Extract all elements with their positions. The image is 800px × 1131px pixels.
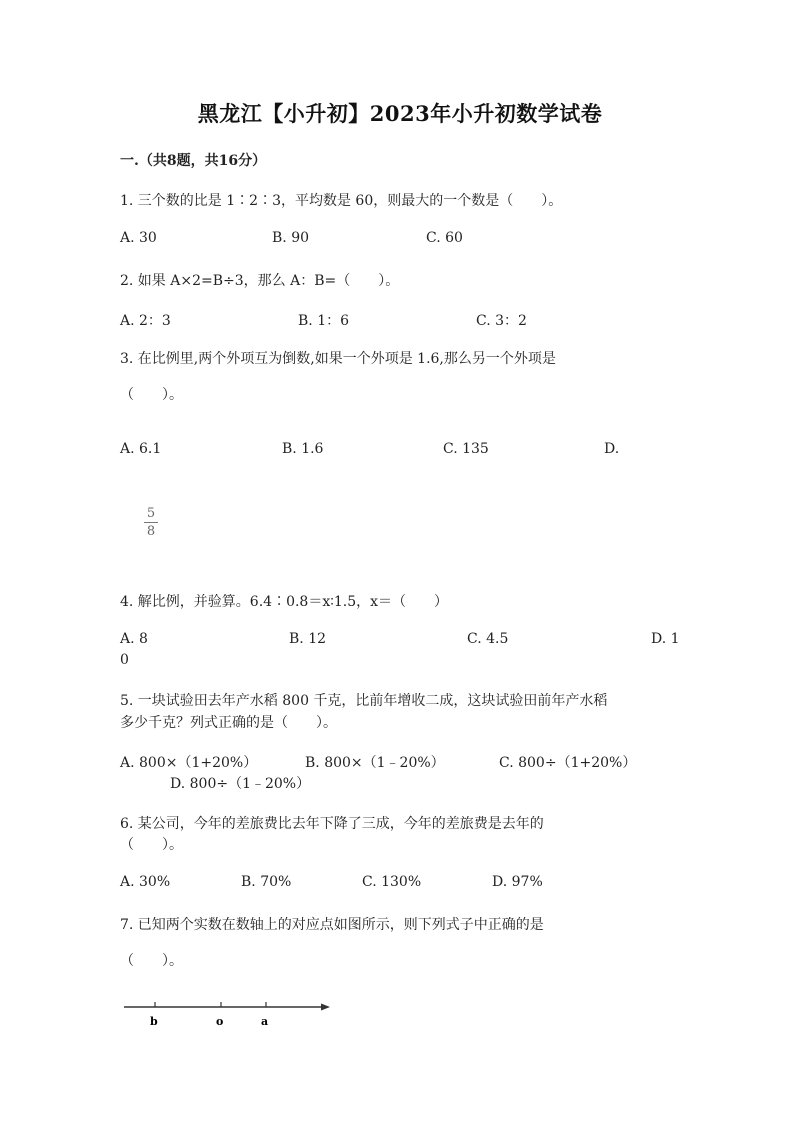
question-6-option-b[interactable]: B. 70%: [241, 874, 292, 890]
question-4-option-c[interactable]: C. 4.5: [467, 631, 509, 647]
question-5-option-b[interactable]: B. 800×（1﹣20%）: [305, 755, 445, 771]
question-2-option-c[interactable]: C. 3：2: [476, 313, 527, 329]
question-4-option-d-wrap: 0: [120, 652, 129, 668]
question-5-option-a[interactable]: A. 800×（1+20%）: [120, 755, 258, 771]
question-1-option-c[interactable]: C. 60: [426, 230, 463, 246]
question-4-option-d[interactable]: D. 1: [651, 631, 680, 647]
fraction-numerator: 5: [146, 506, 156, 521]
question-3-option-d[interactable]: D.: [604, 441, 620, 457]
question-6-option-a[interactable]: A. 30%: [120, 874, 171, 890]
question-1-option-a[interactable]: A. 30: [120, 230, 157, 246]
question-5-option-d[interactable]: D. 800÷（1﹣20%）: [170, 776, 311, 792]
question-5-option-c[interactable]: C. 800÷（1+20%）: [499, 755, 637, 771]
question-3-option-a[interactable]: A. 6.1: [120, 441, 162, 457]
number-line-label-a: a: [261, 1015, 269, 1028]
question-6-text-line-1: 6. 某公司，今年的差旅费比去年下降了三成，今年的差旅费是去年的: [120, 816, 544, 832]
question-4-option-b[interactable]: B. 12: [289, 631, 327, 647]
number-line-arrow: [321, 1004, 330, 1011]
section-heading: 一.（共8题，共16分）: [120, 153, 267, 169]
question-2-option-b[interactable]: B. 1：6: [298, 313, 350, 329]
question-2-option-a[interactable]: A. 2：3: [120, 313, 171, 329]
question-6-text-line-2: （ ）。: [120, 837, 183, 853]
question-4-option-a[interactable]: A. 8: [120, 631, 148, 647]
question-7-text-line-2: （ ）。: [120, 953, 183, 969]
question-3-text-line-2: （ ）。: [120, 387, 183, 403]
question-3-option-b[interactable]: B. 1.6: [282, 441, 324, 457]
question-5-text-line-2: 多少千克？列式正确的是（ ）。: [120, 715, 337, 731]
question-7-text-line-1: 7. 已知两个实数在数轴上的对应点如图所示，则下列式子中正确的是: [120, 917, 544, 933]
question-2-text: 2. 如果 A×2=B÷3，那么 A：B=（ ）。: [120, 273, 400, 289]
number-line-label-o: o: [216, 1015, 224, 1028]
number-line-label-b: b: [150, 1015, 158, 1028]
fraction-denominator: 8: [146, 524, 156, 539]
question-5-text-line-1: 5. 一块试验田去年产水稻 800 千克，比前年增收二成，这块试验田前年产水稻: [120, 693, 608, 709]
page-title: 黑龙江【小升初】2023年小升初数学试卷: [197, 101, 603, 126]
question-6-option-c[interactable]: C. 130%: [362, 874, 422, 890]
question-1-text: 1. 三个数的比是 1∶2∶3，平均数是 60，则最大的一个数是（ ）。: [120, 193, 563, 209]
fraction-five-eighths: [144, 506, 158, 539]
question-6-option-d[interactable]: D. 97%: [492, 874, 543, 890]
question-3-text-line-1: 3. 在比例里,两个外项互为倒数,如果一个外项是 1.6,那么另一个外项是: [120, 351, 556, 367]
fraction-bar: [144, 522, 158, 523]
question-3-option-c[interactable]: C. 135: [443, 441, 489, 457]
question-4-text: 4. 解比例，并验算。6.4∶0.8＝x∶1.5，x＝（ ）: [120, 594, 449, 610]
question-1-option-b[interactable]: B. 90: [272, 230, 310, 246]
number-line-figure: [120, 995, 335, 1031]
